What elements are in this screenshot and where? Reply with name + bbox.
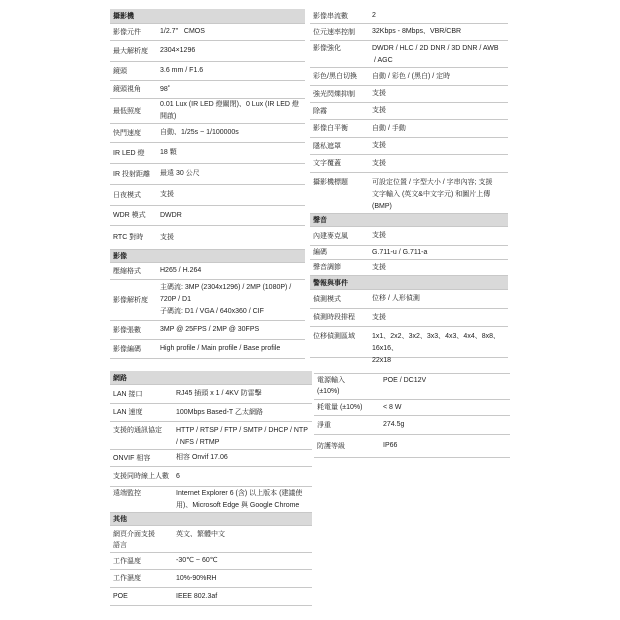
spec-label: 影像元件 [113, 28, 141, 36]
spec-value: 32Kbps - 8Mbps、VBR/CBR [372, 28, 462, 35]
spec-value: 支援 [372, 90, 386, 97]
spec-label: 影像強化 [313, 45, 341, 52]
spec-value: < 8 W [383, 403, 402, 411]
spec-label: 網頁介面支援 語言 [113, 531, 155, 549]
spec-label: IR LED 燈 [113, 149, 145, 157]
spec-row-detection-mode [310, 290, 508, 309]
spec-label: LAN 速度 [113, 409, 143, 416]
spec-row-net-weight [314, 416, 510, 435]
spec-value: DWDR [160, 211, 182, 219]
spec-label: 支援同時線上人數 [113, 473, 169, 480]
spec-value: RJ45 插頭 x 1 / 4KV 防雷擊 [176, 390, 262, 397]
spec-row-onvif [110, 450, 312, 467]
spec-row-encoding-profile [110, 340, 305, 359]
spec-label: 編碼 [313, 249, 327, 256]
spec-value: 自動、1/25s ~ 1/100000s [160, 129, 239, 136]
spec-row-field-of-view [110, 81, 305, 99]
spec-value: -30℃ ~ 60℃ [176, 557, 218, 564]
spec-value: G.711-u / G.711-a [372, 248, 428, 256]
spec-row-ir-led-count [110, 143, 305, 164]
spec-row-day-night-mode [110, 185, 305, 206]
network-other-spec-table [110, 371, 312, 606]
spec-label: 影像編碼 [113, 345, 141, 353]
spec-value: 100Mbps Based-T 乙太網路 [176, 408, 264, 416]
spec-label: 強光閃爍抑制 [313, 90, 355, 98]
spec-row-image-sensor [110, 24, 305, 41]
spec-row-motion-zones [310, 327, 508, 364]
spec-row-lens [110, 62, 305, 81]
spec-value: Internet Explorer 6 (含) 以上版本 (建議使 用)、Microsoft Edge 與 Google Chrome [176, 490, 303, 509]
spec-label: POE [113, 593, 128, 600]
spec-row-power-input [314, 374, 510, 400]
spec-label: 最低照度 [113, 107, 141, 115]
spec-row-camera-title [310, 173, 508, 214]
spec-value: 支援 [372, 313, 386, 321]
spec-label: 鏡頭 [113, 67, 127, 75]
spec-row-remote-monitoring [110, 487, 312, 513]
spec-row-privacy-mask [310, 138, 508, 155]
spec-row-audio-adjust [310, 260, 508, 276]
spec-value: 支援 [372, 263, 386, 271]
spec-value: 1x1、2x2、3x2、3x3、4x3、4x4、8x8、16x16、 22x18 [372, 333, 501, 364]
spec-label: 攝影機標題 [313, 179, 348, 186]
power-physical-spec-table [314, 373, 510, 458]
spec-label: 最大解析度 [113, 47, 148, 55]
spec-label: 偵測模式 [313, 295, 341, 303]
spec-row-lan-port [110, 385, 312, 404]
spec-label: IR 投射距離 [113, 170, 150, 178]
spec-label: 日夜模式 [113, 191, 141, 199]
spec-label: 遠端監控 [113, 490, 141, 497]
spec-label: 內建麥克風 [313, 232, 348, 240]
spec-value: 自動 / 手動 [372, 124, 406, 132]
spec-value: H265 / H.264 [160, 267, 202, 274]
spec-row-rtc-sync [110, 226, 305, 250]
spec-value: 2304×1296 [160, 47, 196, 54]
spec-label: 工作濕度 [113, 575, 141, 582]
spec-row-ir-distance [110, 164, 305, 185]
spec-value: 274.5g [383, 421, 405, 428]
spec-row-wdr-mode [110, 206, 305, 226]
spec-value: 相容 Onvif 17.06 [176, 454, 228, 461]
spec-label: ONVIF 相容 [113, 454, 151, 462]
spec-value: 10%-90%RH [176, 574, 217, 582]
spec-row-lan-speed [110, 404, 312, 422]
spec-row-power-consumption [314, 400, 510, 416]
spec-value: 2 [372, 12, 376, 19]
spec-row-max-resolution [110, 41, 305, 62]
spec-row-bitrate-control [310, 24, 508, 41]
spec-label: 鏡頭視角 [113, 86, 141, 93]
spec-row-video-resolution [110, 280, 305, 321]
spec-row-text-overlay [310, 155, 508, 173]
camera-video-spec-table [110, 9, 305, 359]
spec-label: 耗電量 (±10%) [317, 404, 363, 411]
section-header-audio: 聲音 [310, 214, 508, 227]
spec-row-built-in-mic [310, 227, 508, 246]
section-header-other: 其他 [110, 513, 312, 526]
spec-value: 6 [176, 472, 180, 480]
section-header-network: 網路 [110, 371, 312, 385]
spec-label: 隱私遮罩 [313, 142, 341, 150]
spec-row-poe [110, 588, 312, 606]
spec-value: POE / DC12V [383, 377, 427, 384]
spec-row-web-languages [110, 526, 312, 553]
spec-row-max-users [110, 467, 312, 487]
section-header-video: 影像 [110, 250, 305, 263]
spec-value: 最遠 30 公尺 [160, 170, 200, 177]
spec-row-stream-count [310, 9, 508, 24]
spec-label: 防護等級 [317, 442, 345, 450]
spec-label: 文字覆蓋 [313, 160, 341, 167]
spec-row-operating-humidity [110, 570, 312, 588]
spec-label: 偵測時段排程 [313, 314, 355, 321]
spec-value: 支援 [160, 191, 174, 198]
spec-row-protocols [110, 422, 312, 450]
spec-label: 位元速率控制 [313, 28, 355, 36]
spec-value: 18 顆 [160, 149, 177, 156]
section-header-camera: 攝影機 [110, 9, 305, 24]
spec-value: 1/2.7" CMOS [160, 28, 205, 35]
spec-value: HTTP / RTSP / FTP / SMTP / DHCP / NTP / NFS / RTMP [176, 427, 308, 446]
spec-label: 影像白平衡 [313, 125, 348, 132]
spec-value: 主碼流: 3MP (2304x1296) / 2MP (1080P) / 720P / D1 子碼流: D1 / VGA / 640x360 / CIF [160, 284, 292, 315]
spec-row-ip-rating [314, 435, 510, 458]
spec-value: DWDR / HLC / 2D DNR / 3D DNR / AWB / AGC [372, 45, 499, 64]
spec-value: 0.01 Lux (IR LED 燈關閉)、0 Lux (IR LED 燈 開啟) [160, 101, 299, 120]
spec-row-min-illumination [110, 99, 305, 124]
spec-label: 影像串流數 [313, 12, 348, 20]
imaging-audio-alarm-spec-table [310, 9, 508, 364]
spec-label: 工作溫度 [113, 557, 141, 565]
spec-label: 影像張數 [113, 326, 141, 334]
spec-row-shutter-speed [110, 124, 305, 143]
spec-row-anti-flicker [310, 86, 508, 103]
spec-row-frame-rate [110, 321, 305, 340]
spec-row-white-balance [310, 120, 508, 138]
spec-row-defog [310, 103, 508, 120]
spec-row-audio-codec [310, 246, 508, 260]
spec-value: High profile / Main profile / Base profile [160, 345, 281, 352]
spec-row-color-bw-switch [310, 68, 508, 86]
spec-row-image-enhancement [310, 41, 508, 68]
spec-row-detection-schedule [310, 309, 508, 327]
section-header-alarm: 警報與事件 [310, 276, 508, 290]
spec-label: 除霧 [313, 107, 327, 115]
spec-label: RTC 對時 [113, 234, 144, 241]
spec-label: 淨重 [317, 421, 331, 429]
spec-value: 英文、繁體中文 [176, 531, 225, 538]
spec-label: 快門速度 [113, 129, 141, 137]
spec-value: 支援 [372, 159, 386, 167]
spec-value: 支援 [160, 233, 174, 241]
spec-label: 位移偵測區域 [313, 333, 355, 340]
spec-value: 可設定位置 / 字型大小 / 字串內容; 支援 文字輸入 (英文&中文字元) 和圖片上傳 (BMP) [372, 179, 493, 210]
spec-value: 支援 [372, 142, 386, 149]
spec-row-operating-temperature [110, 553, 312, 570]
spec-value: IEEE 802.3af [176, 592, 218, 600]
spec-label: 影像解析度 [113, 296, 148, 304]
spec-value: 3MP @ 25FPS / 2MP @ 30FPS [160, 326, 260, 333]
spec-value: IP66 [383, 442, 398, 449]
spec-label: WDR 模式 [113, 212, 146, 219]
spec-value: 98˚ [160, 85, 171, 93]
spec-label: 壓縮格式 [113, 267, 141, 275]
spec-label: 支援的通訊協定 [113, 427, 162, 434]
spec-value: 3.6 mm / F1.6 [160, 67, 204, 74]
spec-row-compression [110, 263, 305, 280]
spec-value: 支援 [372, 232, 386, 239]
spec-value: 位移 / 人形偵測 [372, 295, 420, 302]
spec-label: 電源輸入 (±10%) [317, 377, 345, 395]
spec-value: 支援 [372, 107, 386, 114]
spec-value: 自動 / 彩色 / (黑白) / 定時 [372, 72, 451, 80]
spec-label: 聲音調節 [313, 264, 341, 271]
spec-label: 彩色/黑白切換 [313, 73, 357, 80]
spec-label: LAN 接口 [113, 390, 143, 398]
